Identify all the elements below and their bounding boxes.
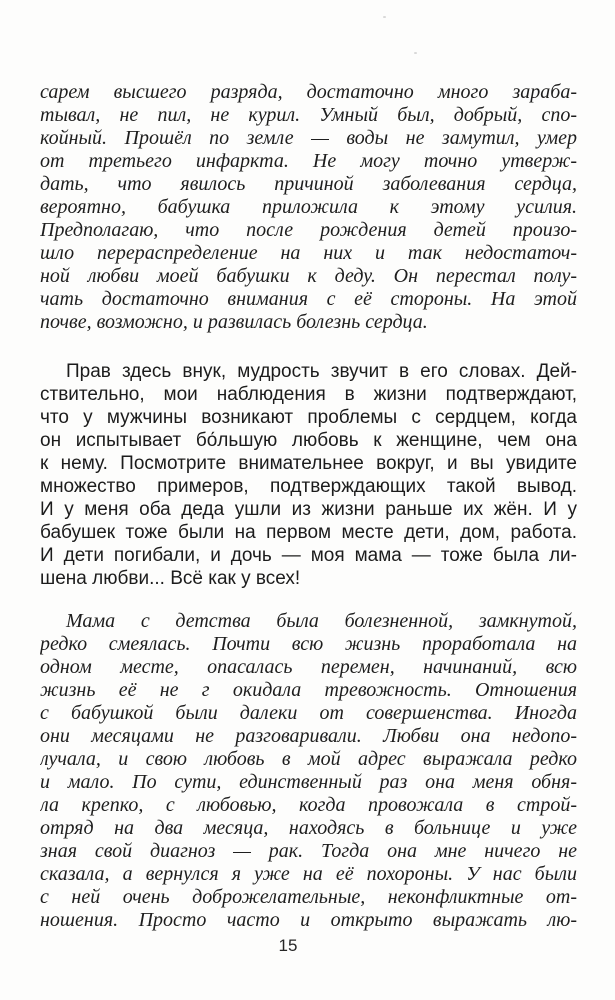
text-line: отряд на два месяца, находясь в больнице и уже: [40, 817, 577, 839]
text-line: они месяцами не разговаривали. Любви она недопо-: [40, 725, 577, 747]
text-line: ствительно, мои наблюдения в жизни подтверждают,: [40, 384, 577, 405]
text-line: от третьего инфаркта. Не могу точно утверж-: [40, 150, 577, 172]
paragraph-3: [40, 610, 577, 932]
text-line: чать достаточно внимания с её стороны. На этой: [40, 288, 577, 310]
text-line: сказала, а вернулся я уже на её похороны. У нас были: [40, 863, 577, 885]
paragraph-2: [40, 360, 577, 590]
text-line: бабушек тоже были на первом месте дети, дом, работа.: [40, 522, 577, 543]
text-line: множество примеров, подтверждающих такой вывод.: [40, 476, 577, 497]
text-line: вероятно, бабушка приложила к этому усилия.: [40, 196, 577, 218]
text-line: он испытывает бо́льшую любовь к женщине, чем она: [40, 430, 577, 451]
text-line: койный. Прошёл по земле — воды не замутил, умер: [40, 127, 577, 149]
text-line: И у меня оба деда ушли из жизни раньше их жён. И у: [40, 499, 577, 520]
text-block: [40, 81, 577, 932]
text-line: тывал, не пил, не курил. Умный был, добрый, спо-: [40, 104, 577, 126]
scan-speck: [383, 16, 386, 18]
text-line: ла крепко, с любовью, когда провожала в строй-: [40, 794, 577, 816]
text-line: к нему. Посмотрите внимательнее вокруг, и вы увидите: [40, 453, 577, 474]
text-line: ной любви моей бабушки к деду. Он перестал полу-: [40, 265, 577, 287]
text-line: сарем высшего разряда, достаточно много зараба-: [40, 81, 577, 103]
text-line: шена любви... Всё как у всех!: [40, 568, 301, 589]
text-line: и мало. По сути, единственный раз она меня обня-: [40, 771, 577, 793]
text-line: Прав здесь внук, мудрость звучит в его словах. Дей-: [66, 361, 577, 382]
text-line: зная свой диагноз — рак. Тогда она мне ничего не: [40, 840, 577, 862]
scan-speck: [414, 52, 417, 54]
paragraph-1: [40, 81, 577, 334]
text-line: ношения. Просто часто и открыто выражать лю-: [40, 909, 577, 931]
text-line: шло перераспределение на них и так недостаточ-: [40, 242, 577, 264]
text-line: почве, возможно, и развилась болезнь сердца.: [40, 311, 428, 333]
page-number: 15: [278, 936, 298, 955]
text-line: что у мужчины возникают проблемы с сердцем, когда: [40, 407, 577, 428]
text-line: дать, что явилось причиной заболевания сердца,: [40, 173, 577, 195]
text-line: с ней очень доброжелательные, неконфликтные от-: [40, 886, 577, 908]
text-line: одном месте, опасалась перемен, начинаний, всю: [40, 656, 577, 678]
text-line: жизнь её не г окидала тревожность. Отношения: [40, 679, 577, 701]
text-line: с бабушкой были далеки от совершенства. Иногда: [40, 702, 577, 724]
text-line: редко смеялась. Почти всю жизнь проработала на: [40, 633, 577, 655]
text-line: И дети погибали, и дочь — моя мама — тоже была ли-: [40, 545, 577, 566]
text-line: Предполагаю, что после рождения детей произо-: [40, 219, 577, 241]
text-line: лучала, и свою любовь в мой адрес выражала редко: [40, 748, 577, 770]
text-line: Мама с детства была болезненной, замкнутой,: [66, 610, 577, 632]
